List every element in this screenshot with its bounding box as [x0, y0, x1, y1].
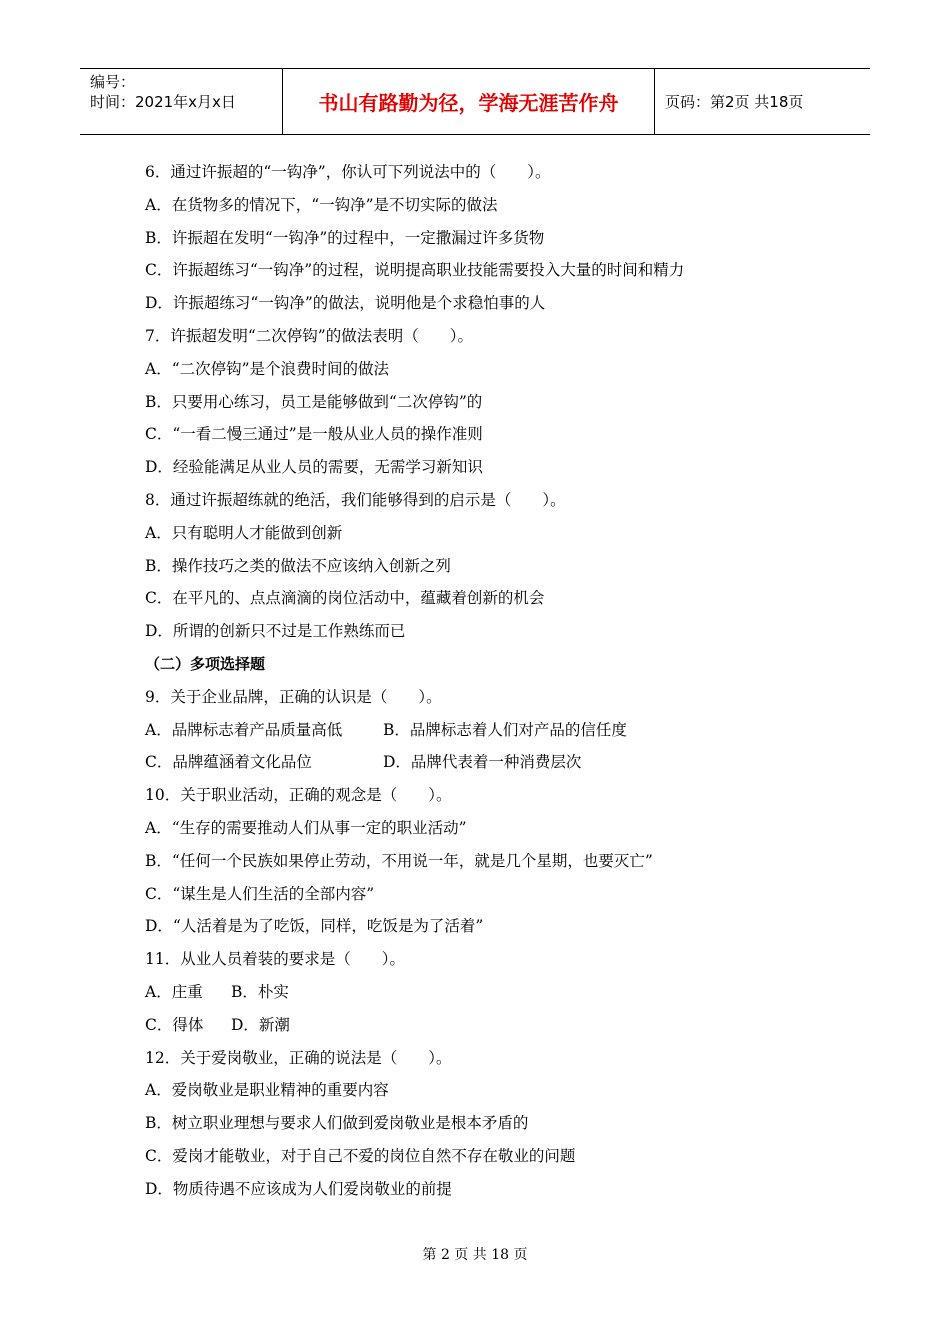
page-header: [80, 68, 870, 135]
question-8: 8．通过许振超练就的绝活，我们能够得到的启示是（ ）。: [145, 490, 566, 509]
option-7c: C．“一看二慢三通过”是一般从业人员的操作准则: [145, 425, 483, 444]
option-6b: B．许振超在发明“一钩净”的过程中，一定撒漏过许多货物: [145, 228, 545, 247]
question-7: 7．许振超发明“二次停钩”的做法表明（ ）。: [145, 326, 473, 345]
option-7a: A．“二次停钩”是个浪费时间的做法: [145, 359, 390, 378]
option-10b: B．“任何一个民族如果停止劳动，不用说一年，就是几个星期，也要灭亡”: [145, 851, 653, 870]
option-11d: D．新潮: [231, 1015, 290, 1034]
question-9: 9．关于企业品牌，正确的认识是（ ）。: [145, 687, 442, 706]
option-9c: C．品牌蕴涵着文化品位: [145, 753, 312, 772]
option-10c: C．“谋生是人们生活的全部内容”: [145, 884, 375, 903]
question-10: 10．关于职业活动，正确的观念是（ ）。: [145, 786, 452, 805]
q11-options-row2: [145, 1011, 865, 1044]
option-8b: B．操作技巧之类的做法不应该纳入创新之列: [145, 556, 451, 575]
header-time-label: 时间：2021年x月x日: [90, 93, 236, 111]
page-footer: 第 2 页 共 18 页: [422, 1247, 528, 1263]
option-9b: B．品牌标志着人们对产品的信任度: [383, 720, 627, 739]
question-6: 6．通过许振超的“一钩净”，你认可下列说法中的（ ）。: [145, 163, 551, 181]
option-6a: A．在货物多的情况下，“一钩净”是不切实际的做法: [145, 195, 498, 214]
q9-options-row2: [145, 748, 865, 781]
option-8a: A．只有聪明人才能做到创新: [145, 523, 343, 542]
option-12c: C．爱岗才能敬业，对于自己不爱的岗位自然不存在敬业的问题: [145, 1146, 576, 1165]
option-11c: C．得体: [145, 1015, 204, 1034]
option-12b: B．树立职业理想与要求人们做到爱岗敬业是根本矛盾的: [145, 1114, 529, 1133]
option-11b: B．朴实: [231, 982, 289, 1001]
document-body: [145, 158, 865, 1208]
section-title: （二）多项选择题: [145, 654, 266, 673]
header-page-info: 页码：第2页 共18页: [665, 93, 804, 111]
header-meta: [80, 69, 283, 134]
option-9a: A．品牌标志着产品质量高低: [145, 720, 343, 739]
option-12d: D．物质待遇不应该成为人们爱岗敬业的前提: [145, 1179, 452, 1198]
option-6d: D．许振超练习“一钩净”的做法，说明他是个求稳怕事的人: [145, 294, 546, 313]
option-6c: C．许振超练习“一钩净”的过程，说明提高职业技能需要投入大量的时间和精力: [145, 261, 685, 280]
option-7b: B．只要用心练习，员工是能够做到“二次停钩”的: [145, 392, 483, 411]
header-motto: 书山有路勤为径，学海无涯苦作舟: [283, 69, 655, 134]
q9-options-row1: [145, 716, 865, 749]
question-11: 11．从业人员着装的要求是（ ）。: [145, 950, 405, 969]
option-11a: A．庄重: [145, 982, 203, 1001]
option-10a: A．“生存的需要推动人们从事一定的职业活动”: [145, 818, 467, 837]
option-12a: A．爱岗敬业是职业精神的重要内容: [145, 1081, 389, 1100]
header-number-label: 编号：: [90, 73, 136, 91]
option-10d: D．“人活着是为了吃饭，同样，吃饭是为了活着”: [145, 917, 484, 936]
option-8d: D．所谓的创新只不过是工作熟练而已: [145, 622, 406, 641]
q11-options-row1: [145, 978, 865, 1011]
question-12: 12．关于爱岗敬业，正确的说法是（ ）。: [145, 1048, 452, 1067]
option-7d: D．经验能满足从业人员的需要，无需学习新知识: [145, 458, 483, 477]
option-9d: D．品牌代表着一种消费层次: [383, 753, 582, 772]
option-8c: C．在平凡的、点点滴滴的岗位活动中，蕴藏着创新的机会: [145, 589, 545, 608]
